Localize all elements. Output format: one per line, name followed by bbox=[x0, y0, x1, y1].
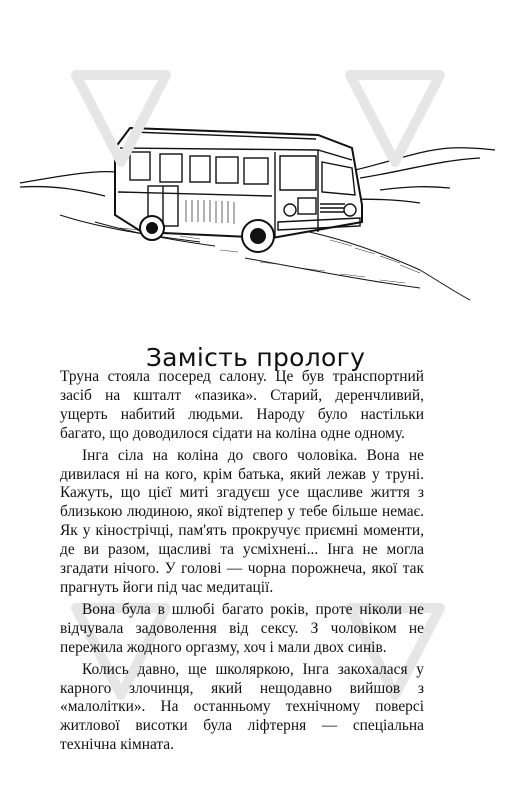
paragraph: Вона була в шлюбі багато років, проте ніколи не відчувала задоволення від сексу. З чоловіком не пережила жодного оргазму, хоч і мали двох синів. bbox=[60, 600, 424, 656]
body-text bbox=[60, 368, 424, 758]
bus-illustration bbox=[0, 0, 511, 320]
paragraph: Колись давно, ще школяркою, Інга закохалася у карного злочинця, який нещодавно вийшов з «малолітки». На останньому технічному поверсі житлової висотки була ліфтерня — спеціальна технічна кімната. bbox=[60, 660, 424, 754]
chapter-title: Замість прологу bbox=[145, 342, 366, 372]
paragraph: Труна стояла посеред салону. Це був транспортний засіб на кшталт «пазика». Старий, деренчливий, ущерть набитий людьми. Народу було настільки багато, що доводилося сідати на коліна одне одному. bbox=[60, 368, 424, 442]
paragraph: Інга сіла на коліна до свого чоловіка. Вона не дивилася ні на кого, крім батька, який лежав у труні. Кажуть, що цієї миті згадуєш усе щасливе життя з близькою людиною, якої відтепер у тебе більше немає. Як у кінострічці, пам'ять прокручує приємні моменти, де ви разом, щасливі та усміхнені... Інга не могла згадати нічого. У голові — чорна порожнеча, якої так прагнуть йоги під час медитації. bbox=[60, 446, 424, 596]
